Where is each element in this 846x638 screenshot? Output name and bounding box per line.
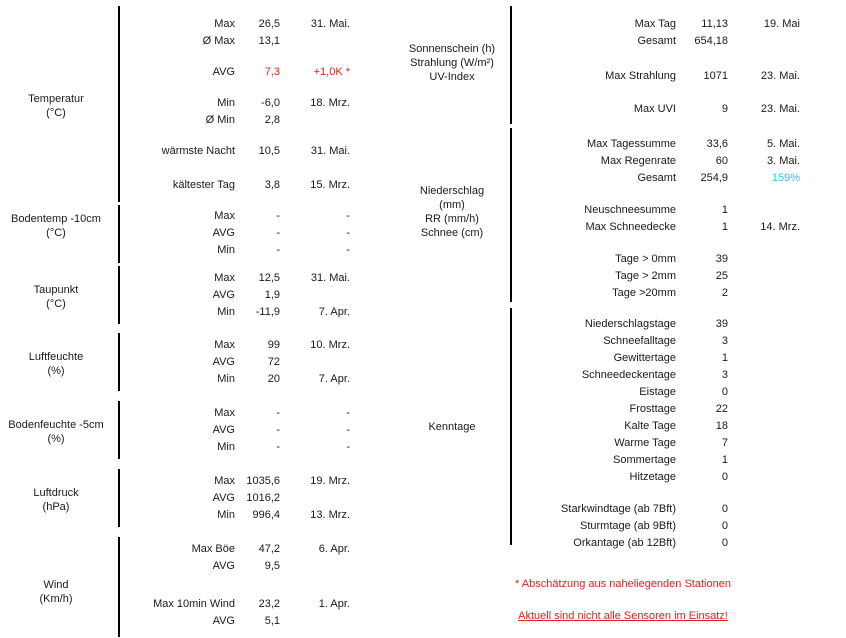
data-row xyxy=(400,418,846,435)
row-value: 0 xyxy=(721,471,728,483)
category-line: Kenntage xyxy=(428,421,476,433)
row-value: 39 xyxy=(715,253,728,265)
row-date: 6. Apr. xyxy=(318,543,350,555)
row-value: 3 xyxy=(721,335,728,347)
row-label: Max Regenrate xyxy=(600,155,676,167)
row-value: -6,0 xyxy=(261,97,280,109)
row-label: Neuschneesumme xyxy=(584,204,676,216)
row-value: 3 xyxy=(721,369,728,381)
row-value: 7 xyxy=(721,437,728,449)
row-label: Max xyxy=(214,210,235,222)
data-row xyxy=(0,558,395,575)
row-value: 1,9 xyxy=(264,289,280,301)
row-label: kältester Tag xyxy=(172,179,235,191)
data-row xyxy=(400,367,846,384)
data-row xyxy=(400,153,846,170)
row-value: - xyxy=(276,210,280,222)
row-value: 9 xyxy=(721,103,728,115)
row-label: Tage > 2mm xyxy=(615,270,676,282)
data-row xyxy=(0,33,395,50)
row-label: AVG xyxy=(212,492,235,504)
data-row xyxy=(400,350,846,367)
row-label: Max xyxy=(214,18,235,30)
data-row xyxy=(0,439,395,456)
row-value: -11,9 xyxy=(255,306,280,318)
category-line: Bodenfeuchte -5cm xyxy=(8,419,104,431)
row-value: 1035,6 xyxy=(246,475,280,487)
category-line: (%) xyxy=(47,365,65,377)
row-date: 7. Apr. xyxy=(318,373,350,385)
row-value: - xyxy=(276,407,280,419)
row-date: 23. Mai. xyxy=(760,103,800,115)
row-date: 15. Mrz. xyxy=(310,179,350,191)
data-row xyxy=(400,285,846,302)
row-date: 31. Mai. xyxy=(310,145,350,157)
data-row xyxy=(0,208,395,225)
row-label: Max Tag xyxy=(634,18,676,30)
row-label: Min xyxy=(217,244,235,256)
category-line: (%) xyxy=(47,433,65,445)
data-row xyxy=(0,337,395,354)
data-row xyxy=(400,535,846,552)
data-row xyxy=(0,422,395,439)
category-line: UV-Index xyxy=(429,71,475,83)
row-date: 18. Mrz. xyxy=(310,97,350,109)
row-label: wärmste Nacht xyxy=(161,145,235,157)
row-label: Eistage xyxy=(639,386,676,398)
category-line: (°C) xyxy=(46,298,66,310)
row-label: Niederschlagstage xyxy=(584,318,676,330)
data-row xyxy=(400,452,846,469)
data-row xyxy=(0,304,395,321)
row-label: Max xyxy=(214,407,235,419)
row-value: 12,5 xyxy=(258,272,280,284)
category-line: Bodentemp -10cm xyxy=(11,213,101,225)
row-value: 0 xyxy=(721,537,728,549)
row-label: Min xyxy=(217,441,235,453)
row-value: 9,5 xyxy=(264,560,280,572)
data-row xyxy=(400,401,846,418)
category-line: (mm) xyxy=(439,199,465,211)
row-value: 99 xyxy=(267,339,280,351)
row-label: Max xyxy=(214,339,235,351)
row-value: 39 xyxy=(715,318,728,330)
data-row xyxy=(400,501,846,518)
row-date: 1. Apr. xyxy=(318,598,350,610)
row-date: - xyxy=(346,407,350,419)
row-label: Max Tagessumme xyxy=(586,138,676,150)
data-row xyxy=(0,143,395,160)
row-value: 1 xyxy=(721,204,728,216)
data-row xyxy=(400,251,846,268)
row-label: Min xyxy=(217,509,235,521)
row-value: 18 xyxy=(715,420,728,432)
data-row xyxy=(400,68,846,85)
row-label: Starkwindtage (ab 7Bft) xyxy=(561,503,676,515)
data-row xyxy=(400,268,846,285)
row-label: Max xyxy=(214,475,235,487)
category-line: (°C) xyxy=(46,107,66,119)
category-line: Niederschlag xyxy=(419,185,485,197)
row-date: 31. Mai. xyxy=(310,272,350,284)
row-label: Gesamt xyxy=(637,35,676,47)
row-value: 33,6 xyxy=(706,138,728,150)
data-row xyxy=(0,112,395,129)
row-label: Sommertage xyxy=(613,454,676,466)
row-date: - xyxy=(346,424,350,436)
row-label: Ø Min xyxy=(205,114,235,126)
row-value: - xyxy=(276,227,280,239)
data-row xyxy=(0,596,395,613)
row-date: 19. Mrz. xyxy=(310,475,350,487)
data-row xyxy=(0,225,395,242)
row-date: 19. Mai xyxy=(763,18,800,30)
row-label: AVG xyxy=(212,615,235,627)
data-row xyxy=(400,33,846,50)
data-row xyxy=(0,371,395,388)
data-row xyxy=(400,16,846,33)
data-row xyxy=(0,473,395,490)
row-value: 7,3 xyxy=(264,66,280,78)
data-row xyxy=(400,518,846,535)
row-value: 3,8 xyxy=(264,179,280,191)
data-row xyxy=(400,469,846,486)
row-label: Max Böe xyxy=(191,543,235,555)
footnote-1: * Abschätzung aus naheliegenden Stationen xyxy=(515,578,731,590)
row-date: +1,0K * xyxy=(313,66,350,78)
data-row xyxy=(0,541,395,558)
row-label: AVG xyxy=(212,424,235,436)
row-value: 23,2 xyxy=(258,598,280,610)
row-label: Schneefalltage xyxy=(603,335,676,347)
row-date: 5. Mai. xyxy=(766,138,800,150)
category-line: Temperatur xyxy=(28,93,84,105)
row-value: 11,13 xyxy=(701,18,728,30)
data-row xyxy=(0,287,395,304)
data-row xyxy=(0,95,395,112)
row-date: 3. Mai. xyxy=(766,155,800,167)
data-row xyxy=(0,242,395,259)
row-value: 0 xyxy=(721,503,728,515)
data-row xyxy=(400,333,846,350)
row-value: - xyxy=(276,424,280,436)
row-value: 47,2 xyxy=(258,543,280,555)
category-line: Luftfeuchte xyxy=(28,351,84,363)
row-label: AVG xyxy=(212,560,235,572)
row-date: 10. Mrz. xyxy=(310,339,350,351)
category-line: RR (mm/h) xyxy=(425,213,479,225)
row-value: 1016,2 xyxy=(246,492,280,504)
row-value: 996,4 xyxy=(252,509,280,521)
data-row xyxy=(400,384,846,401)
right-column xyxy=(400,0,846,638)
row-date: 13. Mrz. xyxy=(310,509,350,521)
left-column xyxy=(0,0,395,638)
row-label: Orkantage (ab 12Bft) xyxy=(573,537,676,549)
data-row xyxy=(400,170,846,187)
row-value: 2,8 xyxy=(264,114,280,126)
row-value: 0 xyxy=(721,386,728,398)
row-label: Max xyxy=(214,272,235,284)
category-line: (°C) xyxy=(46,227,66,239)
row-label: Sturmtage (ab 9Bft) xyxy=(580,520,676,532)
row-label: Min xyxy=(217,373,235,385)
row-date: - xyxy=(346,227,350,239)
row-value: 13,1 xyxy=(258,35,280,47)
row-label: AVG xyxy=(212,66,235,78)
row-label: Ø Max xyxy=(202,35,235,47)
row-value: - xyxy=(276,441,280,453)
row-label: Gesamt xyxy=(637,172,676,184)
row-value: 60 xyxy=(715,155,728,167)
row-date: - xyxy=(346,244,350,256)
data-row xyxy=(0,405,395,422)
data-row xyxy=(400,202,846,219)
row-value: 1 xyxy=(721,454,728,466)
data-row xyxy=(0,270,395,287)
category-line: (Km/h) xyxy=(39,593,73,605)
row-label: Max 10min Wind xyxy=(153,598,235,610)
row-label: Min xyxy=(217,97,235,109)
row-label: Tage >20mm xyxy=(612,287,676,299)
row-value: 22 xyxy=(715,403,728,415)
row-label: Gewittertage xyxy=(613,352,676,364)
row-date: 14. Mrz. xyxy=(760,221,800,233)
row-date: 159% xyxy=(771,172,800,184)
data-row xyxy=(400,435,846,452)
data-row xyxy=(0,177,395,194)
row-value: 254,9 xyxy=(700,172,728,184)
category-line: (hPa) xyxy=(42,501,70,513)
data-row xyxy=(0,613,395,630)
row-date: - xyxy=(346,441,350,453)
row-label: Max UVI xyxy=(633,103,676,115)
row-value: 20 xyxy=(267,373,280,385)
row-date: - xyxy=(346,210,350,222)
footnote-2: Aktuell sind nicht alle Sensoren im Einsatz! xyxy=(518,610,728,622)
row-value: 5,1 xyxy=(264,615,280,627)
row-date: 31. Mai. xyxy=(310,18,350,30)
row-label: Hitzetage xyxy=(629,471,676,483)
data-row xyxy=(0,64,395,81)
data-row xyxy=(400,136,846,153)
category-line: Luftdruck xyxy=(33,487,79,499)
row-label: Schneedeckentage xyxy=(581,369,676,381)
row-value: 1 xyxy=(721,221,728,233)
data-row xyxy=(400,101,846,118)
data-row xyxy=(0,354,395,371)
data-row xyxy=(0,490,395,507)
data-row xyxy=(400,316,846,333)
row-label: AVG xyxy=(212,356,235,368)
row-value: 2 xyxy=(721,287,728,299)
row-value: 654,18 xyxy=(694,35,728,47)
category-line: Taupunkt xyxy=(33,284,79,296)
row-value: - xyxy=(276,244,280,256)
row-value: 1 xyxy=(721,352,728,364)
row-value: 1071 xyxy=(703,70,728,82)
data-row xyxy=(0,16,395,33)
row-label: Max Strahlung xyxy=(605,70,676,82)
row-label: Min xyxy=(217,306,235,318)
row-value: 0 xyxy=(721,520,728,532)
row-label: AVG xyxy=(212,289,235,301)
row-date: 23. Mai. xyxy=(760,70,800,82)
row-value: 72 xyxy=(267,356,280,368)
row-value: 10,5 xyxy=(258,145,280,157)
row-label: Frosttage xyxy=(629,403,676,415)
row-label: Warme Tage xyxy=(614,437,676,449)
row-label: Kalte Tage xyxy=(624,420,676,432)
row-label: Tage > 0mm xyxy=(615,253,676,265)
data-row xyxy=(400,219,846,236)
data-row xyxy=(0,507,395,524)
row-value: 26,5 xyxy=(258,18,280,30)
row-label: Max Schneedecke xyxy=(585,221,676,233)
category-line: Strahlung (W/m²) xyxy=(410,57,494,69)
row-date: 7. Apr. xyxy=(318,306,350,318)
row-label: AVG xyxy=(212,227,235,239)
row-value: 25 xyxy=(715,270,728,282)
category-line: Sonnenschein (h) xyxy=(408,43,496,55)
category-line: Schnee (cm) xyxy=(420,227,484,239)
category-line: Wind xyxy=(43,579,69,591)
